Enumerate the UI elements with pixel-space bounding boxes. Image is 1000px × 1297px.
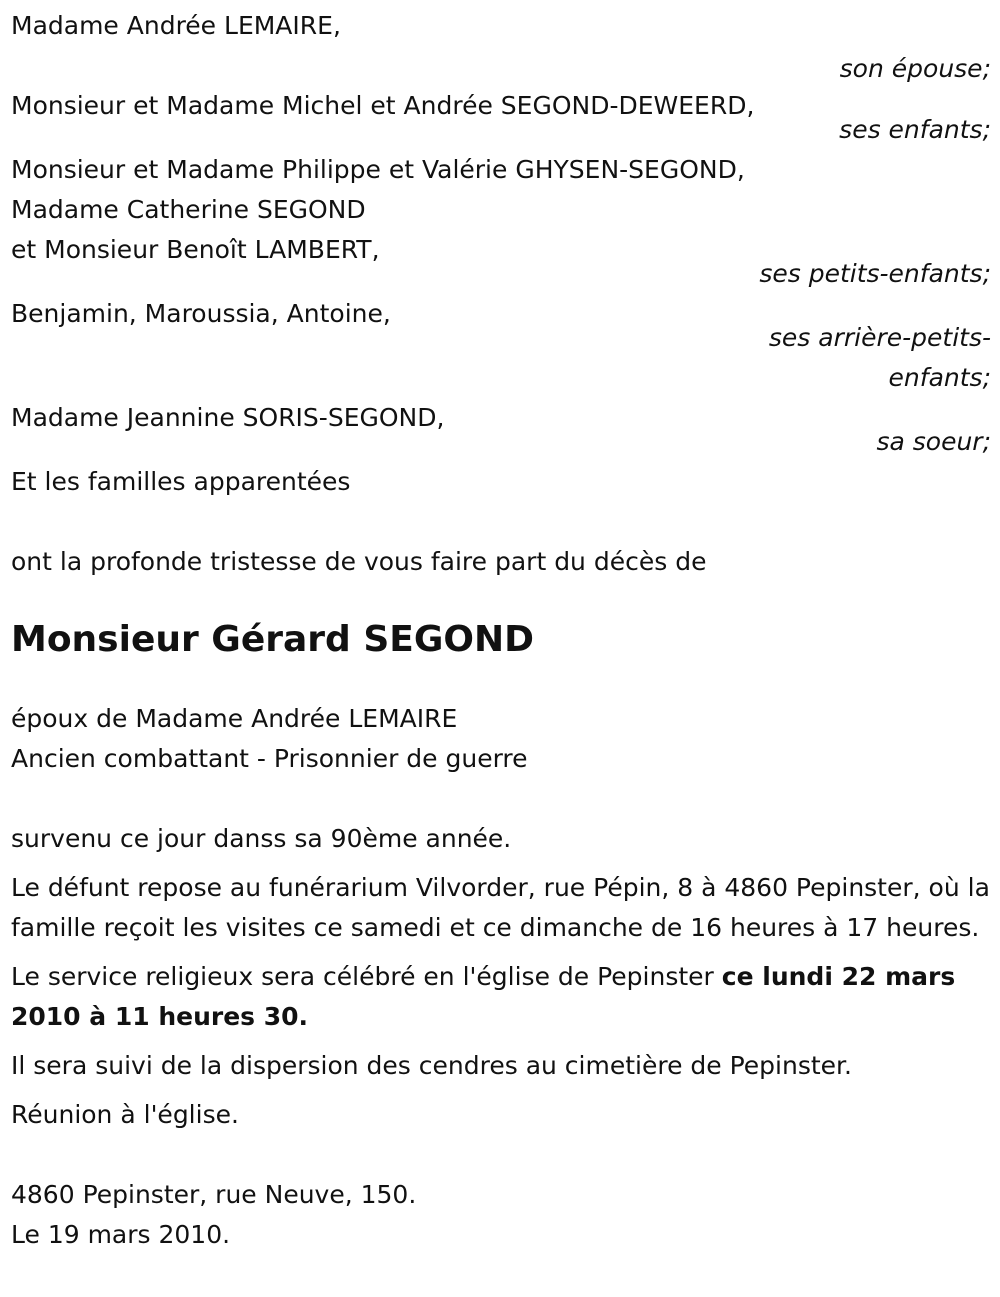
deceased-detail-veteran: Ancien combattant - Prisonnier de guerre [11,744,528,773]
obituary-notice [11,6,991,1255]
grandchildren-line-3: et Monsieur Benoît LAMBERT, [11,235,380,264]
spouse-role: son épouse; [839,54,991,83]
great-grandchildren-line: Benjamin, Maroussia, Antoine, [11,299,391,328]
announcement-line: ont la profonde tristesse de vous faire part du décès de [11,547,707,576]
repose-paragraph: Le défunt repose au funérarium Vilvorder, rue Pépin, 8 à 4860 Pepinster, où la famille reçoit les visites ce samedi et ce dimanche de 16 heures à 17 heures. [11,873,990,942]
great-grandchildren-role-1: ses arrière-petits- [768,323,991,352]
reunion-paragraph: Réunion à l'église. [11,1100,239,1129]
deceased-detail-spouse: époux de Madame Andrée LEMAIRE [11,704,458,733]
service-date: ce lundi 22 mars 2010 à 11 heures 30. [11,962,956,1031]
grandchildren-role: ses petits-enfants; [759,259,991,288]
dispersion-paragraph: Il sera suivi de la dispersion des cendres au cimetière de Pepinster. [11,1051,852,1080]
deceased-name: Monsieur Gérard SEGOND [11,619,535,660]
grandchildren-line-2: Madame Catherine SEGOND [11,195,366,224]
footer-date: Le 19 mars 2010. [11,1220,231,1249]
families-line: Et les familles apparentées [11,467,351,496]
service-text: Le service religieux sera célébré en l'église de Pepinster [11,962,722,991]
great-grandchildren-role-2: enfants; [888,363,991,392]
grandchildren-line-1: Monsieur et Madame Philippe et Valérie GHYSEN-SEGOND, [11,155,745,184]
footer-address: 4860 Pepinster, rue Neuve, 150. [11,1180,417,1209]
sister-role: sa soeur; [876,427,991,456]
sister-line: Madame Jeannine SORIS-SEGOND, [11,403,445,432]
children-role: ses enfants; [839,115,991,144]
spouse-line: Madame Andrée LEMAIRE, [11,11,341,40]
age-line: survenu ce jour danss sa 90ème année. [11,824,512,853]
service-paragraph [11,957,991,1037]
children-line: Monsieur et Madame Michel et Andrée SEGOND-DEWEERD, [11,91,755,120]
